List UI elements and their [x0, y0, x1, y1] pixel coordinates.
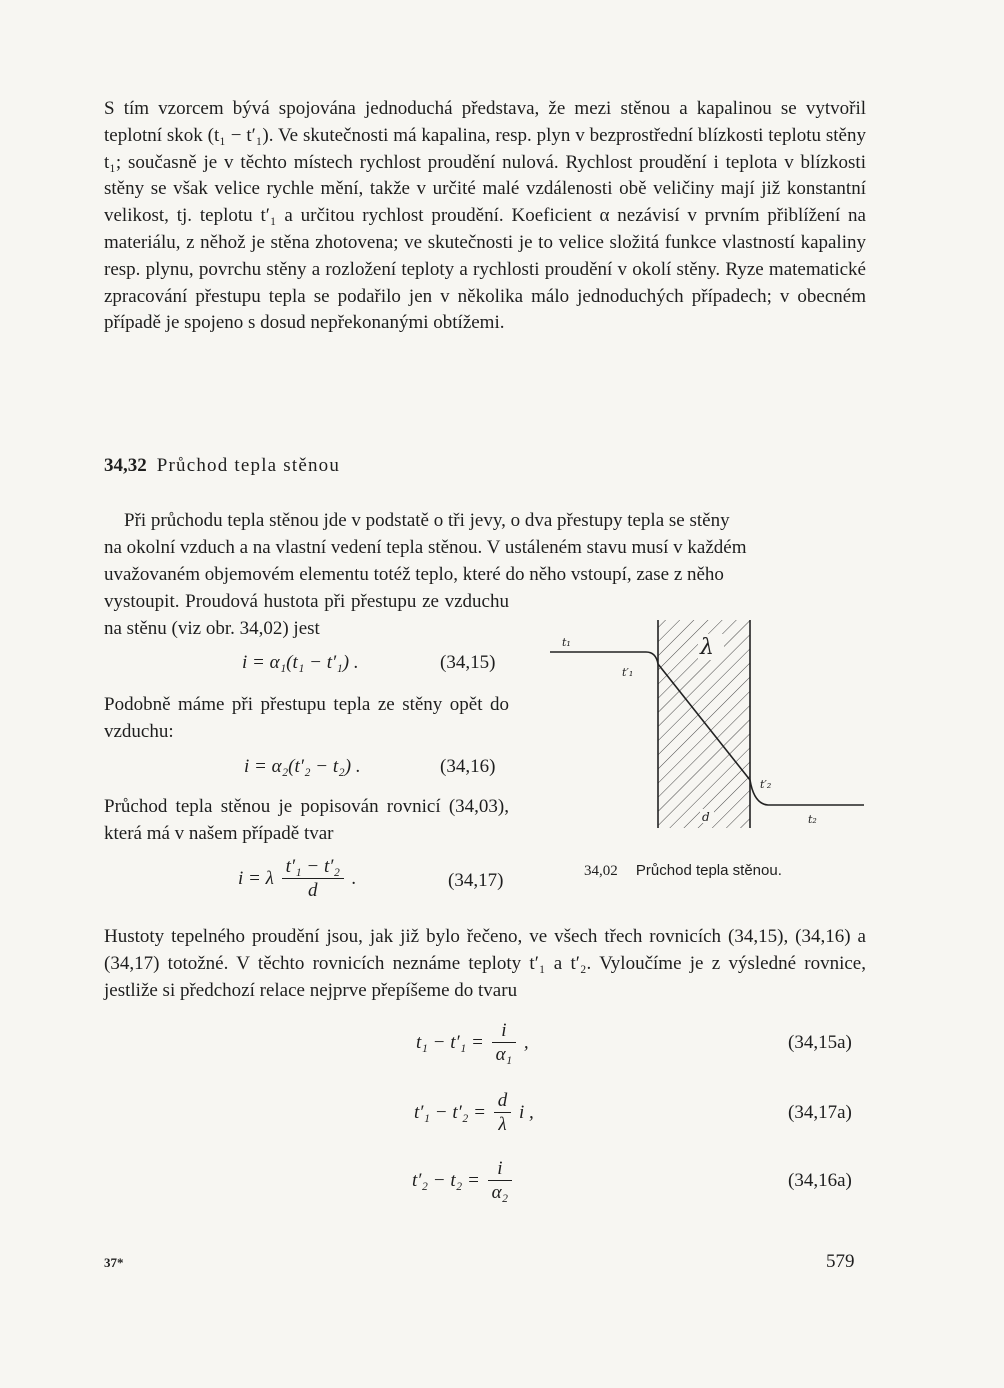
equation-34-15a	[416, 1020, 529, 1067]
paragraph-4: Průchod tepla stěnou je popisován rovnicí (34,03), která má v našem případě tvar	[104, 796, 509, 844]
label-t2: t₂	[808, 813, 817, 826]
caption-text: Průchod tepla stěnou.	[635, 862, 782, 879]
numerator: i	[488, 1158, 513, 1181]
eq-tail: ,	[523, 1031, 529, 1053]
printer-signature: 37*	[104, 1255, 124, 1270]
eq-lhs: t₁ − t′₁ =	[416, 1031, 484, 1053]
denominator: λ	[498, 1114, 507, 1135]
fraction	[488, 1158, 513, 1205]
paragraph-5: Hustoty tepelného proudění jsou, jak již bylo řečeno, ve všech třech rovnicích (34,15), (34,16) a (34,17) totožné. V těchto rovnicích neznáme teploty t′₁ a t′₂. Vyloučíme je z výsledné rovnice, jestliže si předchozí relace nejprve přepíšeme do tvaru	[104, 926, 866, 1001]
equation-34-16a	[412, 1158, 515, 1205]
equation-34-16: i = α₂(t′₂ − t₂) .	[244, 756, 361, 777]
paragraph-3: Podobně máme při přestupu tepla ze stěny opět do vzduchu:	[104, 694, 509, 742]
paragraph-line: na okolní vzduch a na vlastní vedení tepla stěnou. V ustáleném stavu musí v každém	[104, 537, 747, 558]
equation-34-17	[238, 856, 357, 903]
numerator: i	[492, 1020, 517, 1043]
eq-lhs: t′₂ − t₂ =	[412, 1169, 480, 1191]
denominator: α₁	[495, 1044, 513, 1065]
paragraph-line: uvažovaném objemovém elementu totéž teplo, které do něho vstoupí, zase z něho	[104, 564, 724, 585]
label-t2-prime: t′₂	[760, 778, 772, 791]
intro-paragraph: S tím vzorcem bývá spojována jednoduchá představa, že mezi stěnou a kapalinou se vytvořil teplotní skok (t₁ − t′₁). Ve skutečnosti má kapalina, resp. plyn v bezprostřední blízkosti teplotu stěny t₁; současně je v těchto místech rychlost proudění nulová. Rychlost proudění i teplota v blízkosti stěny se však velice rychle mění, takže v určité malé vzdálenosti obě veličiny mají již konstantní velikost, tj. teplotu t′₁ a určitou rychlost proudění. Koeficient α nezávisí v prvním přiblížení na materiálu, z něhož je stěna zhotovena; ve skutečnosti je to velice složitá funkce vlastností kapaliny resp. plynu, povrchu stěny a rozložení teploty a rychlosti proudění v okolí stěny. Ryze matematické zpracování přestupu tepla se podařilo jen v několika málo jednoduchých případech; v obecném případě je spojeno s dosud nepřekonanými obtížemi.	[104, 98, 866, 334]
label-lambda: λ	[700, 635, 714, 660]
label-t1-prime: t′₁	[622, 666, 634, 679]
fraction	[492, 1020, 517, 1067]
caption-number: 34,02	[584, 863, 618, 879]
paragraph-line: Při průchodu tepla stěnou jde v podstatě o tři jevy, o dva přestupy tepla se stěny	[124, 510, 730, 531]
page-number: 579	[826, 1251, 855, 1272]
equation-number: (34,15)	[440, 652, 496, 673]
equation-number: (34,15a)	[788, 1032, 852, 1053]
heat-transfer-figure	[546, 612, 866, 837]
numerator: t′₁ − t′₂	[282, 856, 344, 879]
label-t1: t₁	[562, 636, 571, 649]
label-d: d	[702, 810, 710, 824]
eq-lhs: t′₁ − t′₂ =	[414, 1101, 486, 1123]
numerator: d	[494, 1090, 512, 1113]
eq-tail: i ,	[518, 1101, 534, 1123]
section-heading	[104, 455, 340, 477]
eq-tail: .	[351, 867, 357, 889]
equation-34-17a	[414, 1090, 534, 1137]
equation-number: (34,17a)	[788, 1102, 852, 1123]
equation-number: (34,16a)	[788, 1170, 852, 1191]
equation-34-15: i = α₁(t₁ − t′₁) .	[242, 652, 359, 673]
denominator: α₂	[491, 1182, 509, 1203]
equation-number: (34,16)	[440, 756, 496, 777]
fraction	[282, 856, 344, 903]
figure-caption	[584, 862, 782, 880]
paragraph-narrow: vystoupit. Proudová hustota při přestupu ze vzduchu na stěnu (viz obr. 34,02) jest	[104, 591, 509, 639]
fraction	[494, 1090, 512, 1137]
section-title: Průchod tepla stěnou	[156, 455, 341, 476]
eq-lhs: i = λ	[238, 867, 274, 889]
denominator: d	[308, 880, 318, 901]
section-number: 34,32	[104, 455, 147, 476]
equation-number: (34,17)	[448, 870, 504, 891]
